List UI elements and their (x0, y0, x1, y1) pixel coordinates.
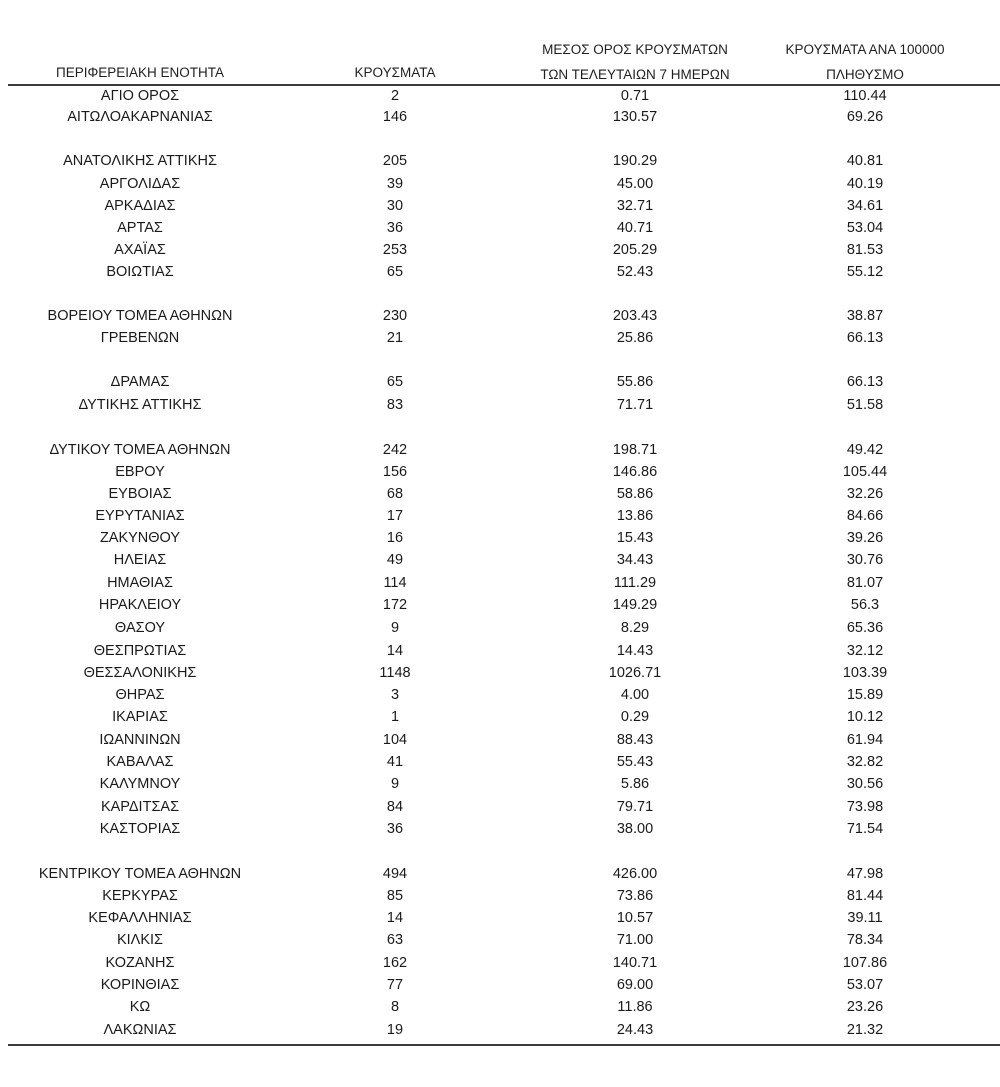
cell-cases: 14 (386, 643, 404, 659)
cell-region: ΚΩ (129, 999, 151, 1015)
cell-per100k: 39.11 (847, 910, 883, 926)
cell-region: ΓΡΕΒΕΝΩΝ (100, 330, 180, 346)
cell-region: ΘΕΣΣΑΛΟΝΙΚΗΣ (83, 665, 197, 681)
cell-per100k: 56.3 (850, 597, 880, 613)
cell-cases: 65 (386, 264, 404, 280)
cell-cases: 49 (386, 552, 404, 568)
cell-region: ΚΙΛΚΙΣ (116, 932, 164, 948)
cell-region: ΙΚΑΡΙΑΣ (112, 709, 168, 725)
cell-avg7: 52.43 (616, 264, 654, 280)
cell-cases: 41 (386, 754, 404, 770)
cell-cases: 84 (386, 799, 404, 815)
cell-avg7: 13.86 (616, 508, 654, 524)
cell-avg7: 149.29 (612, 597, 658, 613)
cell-avg7: 8.29 (620, 620, 650, 636)
cell-cases: 104 (382, 732, 408, 748)
cell-per100k: 107.86 (842, 955, 888, 971)
cell-avg7: 15.43 (616, 530, 654, 546)
cell-avg7: 24.43 (616, 1022, 654, 1038)
cell-per100k: 10.12 (846, 709, 884, 725)
cell-avg7: 203.43 (612, 308, 658, 324)
cell-per100k: 40.81 (846, 153, 884, 169)
cell-cases: 21 (386, 330, 404, 346)
cell-avg7: 58.86 (616, 486, 654, 502)
cell-region: ΑΡΚΑΔΙΑΣ (104, 198, 176, 214)
cell-region: ΑΝΑΤΟΛΙΚΗΣ ΑΤΤΙΚΗΣ (63, 153, 217, 169)
cell-region: ΚΟΡΙΝΘΙΑΣ (100, 977, 180, 993)
cell-cases: 16 (386, 530, 404, 546)
cell-per100k: 49.42 (846, 442, 884, 458)
cell-per100k: 32.26 (846, 486, 884, 502)
cell-cases: 36 (386, 821, 404, 837)
cell-avg7: 88.43 (616, 732, 654, 748)
cell-avg7: 71.71 (616, 397, 654, 413)
cell-per100k: 30.56 (846, 776, 884, 792)
cell-region: ΛΑΚΩΝΙΑΣ (103, 1022, 177, 1038)
cell-per100k: 78.34 (846, 932, 884, 948)
cell-per100k: 53.04 (846, 220, 884, 236)
header-avg7-line-1: ΜΕΣΟΣ ΟΡΟΣ ΚΡΟΥΣΜΑΤΩΝ (542, 42, 728, 57)
cell-cases: 30 (386, 198, 404, 214)
cell-region: ΚΑΡΔΙΤΣΑΣ (100, 799, 180, 815)
cell-region: ΚΑΣΤΟΡΙΑΣ (99, 821, 181, 837)
cell-cases: 2 (390, 88, 400, 104)
cell-cases: 146 (382, 109, 408, 125)
cell-cases: 205 (382, 153, 408, 169)
cell-avg7: 55.43 (616, 754, 654, 770)
cell-region: ΑΡΓΟΛΙΔΑΣ (99, 176, 181, 192)
cell-per100k: 69.26 (846, 109, 884, 125)
cell-avg7: 5.86 (620, 776, 650, 792)
cell-per100k: 23.26 (846, 999, 884, 1015)
header-avg7-line-2: ΤΩΝ ΤΕΛΕΥΤΑΙΩΝ 7 ΗΜΕΡΩΝ (540, 67, 730, 82)
cell-per100k: 51.58 (846, 397, 884, 413)
cell-cases: 1 (390, 709, 400, 725)
cell-per100k: 55.12 (846, 264, 884, 280)
bottom-rule (8, 1044, 1000, 1046)
cell-per100k: 103.39 (842, 665, 888, 681)
cell-cases: 3 (390, 687, 400, 703)
cell-avg7: 140.71 (612, 955, 658, 971)
cell-cases: 17 (386, 508, 404, 524)
cell-region: ΗΛΕΙΑΣ (113, 552, 167, 568)
cell-per100k: 81.07 (846, 575, 884, 591)
cell-cases: 242 (382, 442, 408, 458)
cell-avg7: 11.86 (617, 999, 653, 1015)
cell-per100k: 105.44 (842, 464, 888, 480)
cell-region: ΔΡΑΜΑΣ (110, 374, 170, 390)
cell-avg7: 205.29 (612, 242, 658, 258)
cell-avg7: 146.86 (612, 464, 658, 480)
cell-avg7: 71.00 (616, 932, 654, 948)
cell-cases: 83 (386, 397, 404, 413)
cell-per100k: 47.98 (846, 866, 884, 882)
cell-region: ΑΡΤΑΣ (117, 220, 163, 236)
cell-region: ΖΑΚΥΝΘΟΥ (99, 530, 181, 546)
cell-region: ΕΒΡΟΥ (115, 464, 165, 480)
header-per100k-line-1: ΚΡΟΥΣΜΑΤΑ ΑΝΑ 100000 (785, 42, 945, 57)
cell-region: ΑΓΙΟ ΟΡΟΣ (100, 88, 180, 104)
cell-cases: 77 (386, 977, 404, 993)
cell-per100k: 73.98 (846, 799, 884, 815)
cell-avg7: 25.86 (616, 330, 654, 346)
cell-region: ΑΧΑΪΑΣ (114, 242, 166, 258)
cell-region: ΗΡΑΚΛΕΙΟΥ (98, 597, 182, 613)
cell-avg7: 130.57 (612, 109, 658, 125)
cell-cases: 85 (386, 888, 404, 904)
cell-cases: 8 (390, 999, 400, 1015)
cell-cases: 253 (382, 242, 408, 258)
header-cases-line-1: ΚΡΟΥΣΜΑΤΑ (354, 65, 436, 80)
cell-per100k: 110.44 (843, 88, 887, 104)
cell-per100k: 81.53 (846, 242, 884, 258)
cell-avg7: 0.29 (620, 709, 650, 725)
cell-avg7: 426.00 (612, 866, 658, 882)
cell-avg7: 0.71 (620, 88, 650, 104)
cell-per100k: 38.87 (846, 308, 884, 324)
cell-cases: 494 (382, 866, 408, 882)
cell-cases: 65 (386, 374, 404, 390)
cell-avg7: 38.00 (616, 821, 654, 837)
cell-per100k: 66.13 (846, 330, 884, 346)
cell-cases: 230 (382, 308, 408, 324)
cell-avg7: 14.43 (616, 643, 654, 659)
cell-region: ΚΑΒΑΛΑΣ (106, 754, 174, 770)
cell-region: ΒΟΡΕΙΟΥ ΤΟΜΕΑ ΑΘΗΝΩΝ (47, 308, 233, 324)
cell-avg7: 79.71 (616, 799, 654, 815)
cell-avg7: 45.00 (616, 176, 654, 192)
cell-per100k: 34.61 (846, 198, 884, 214)
cell-avg7: 73.86 (616, 888, 654, 904)
cell-per100k: 81.44 (846, 888, 884, 904)
cell-region: ΚΕΡΚΥΡΑΣ (102, 888, 178, 904)
cell-avg7: 32.71 (616, 198, 654, 214)
cell-avg7: 69.00 (616, 977, 654, 993)
cell-region: ΚΕΦΑΛΛΗΝΙΑΣ (88, 910, 192, 926)
cell-cases: 19 (386, 1022, 404, 1038)
cell-per100k: 53.07 (846, 977, 884, 993)
cell-cases: 14 (386, 910, 404, 926)
cell-region: ΑΙΤΩΛΟΑΚΑΡΝΑΝΙΑΣ (67, 109, 213, 125)
cell-cases: 1148 (379, 665, 411, 681)
cell-per100k: 40.19 (846, 176, 884, 192)
cell-region: ΘΕΣΠΡΩΤΙΑΣ (93, 643, 187, 659)
cell-avg7: 4.00 (620, 687, 650, 703)
cell-per100k: 71.54 (846, 821, 884, 837)
cell-per100k: 32.12 (846, 643, 884, 659)
cell-region: ΙΩΑΝΝΙΝΩΝ (99, 732, 181, 748)
cell-avg7: 55.86 (616, 374, 654, 390)
cell-cases: 68 (386, 486, 404, 502)
cell-region: ΔΥΤΙΚΟΥ ΤΟΜΕΑ ΑΘΗΝΩΝ (49, 442, 231, 458)
cell-cases: 9 (390, 620, 400, 636)
cell-region: ΕΥΒΟΙΑΣ (108, 486, 172, 502)
cell-avg7: 40.71 (616, 220, 654, 236)
cell-region: ΘΑΣΟΥ (114, 620, 166, 636)
cell-cases: 36 (386, 220, 404, 236)
cell-cases: 156 (382, 464, 408, 480)
cell-per100k: 65.36 (846, 620, 884, 636)
cell-cases: 63 (386, 932, 404, 948)
cell-avg7: 34.43 (616, 552, 654, 568)
cell-avg7: 198.71 (612, 442, 658, 458)
cell-per100k: 61.94 (846, 732, 884, 748)
cell-per100k: 39.26 (846, 530, 884, 546)
cell-cases: 172 (382, 597, 408, 613)
cell-region: ΒΟΙΩΤΙΑΣ (106, 264, 174, 280)
cell-region: ΕΥΡΥΤΑΝΙΑΣ (95, 508, 185, 524)
cell-region: ΔΥΤΙΚΗΣ ΑΤΤΙΚΗΣ (78, 397, 202, 413)
cell-region: ΚΕΝΤΡΙΚΟΥ ΤΟΜΕΑ ΑΘΗΝΩΝ (38, 866, 242, 882)
cell-cases: 114 (383, 575, 407, 591)
cell-region: ΚΟΖΑΝΗΣ (105, 955, 175, 971)
cell-avg7: 190.29 (612, 153, 658, 169)
cell-avg7: 111.29 (613, 575, 657, 591)
cell-avg7: 1026.71 (608, 665, 662, 681)
cell-region: ΚΑΛΥΜΝΟΥ (99, 776, 181, 792)
cell-cases: 9 (390, 776, 400, 792)
cell-cases: 162 (382, 955, 408, 971)
cell-per100k: 21.32 (846, 1022, 884, 1038)
cell-cases: 39 (386, 176, 404, 192)
cell-avg7: 10.57 (616, 910, 654, 926)
cell-per100k: 84.66 (846, 508, 884, 524)
cell-per100k: 30.76 (846, 552, 884, 568)
cell-per100k: 15.89 (846, 687, 884, 703)
cell-region: ΘΗΡΑΣ (115, 687, 165, 703)
cell-region: ΗΜΑΘΙΑΣ (107, 575, 173, 591)
header-per100k-line-2: ΠΛΗΘΥΣΜΟ (826, 67, 904, 82)
header-region-line-1: ΠΕΡΙΦΕΡΕΙΑΚΗ ΕΝΟΤΗΤΑ (55, 65, 225, 80)
cell-per100k: 32.82 (846, 754, 884, 770)
cell-per100k: 66.13 (846, 374, 884, 390)
